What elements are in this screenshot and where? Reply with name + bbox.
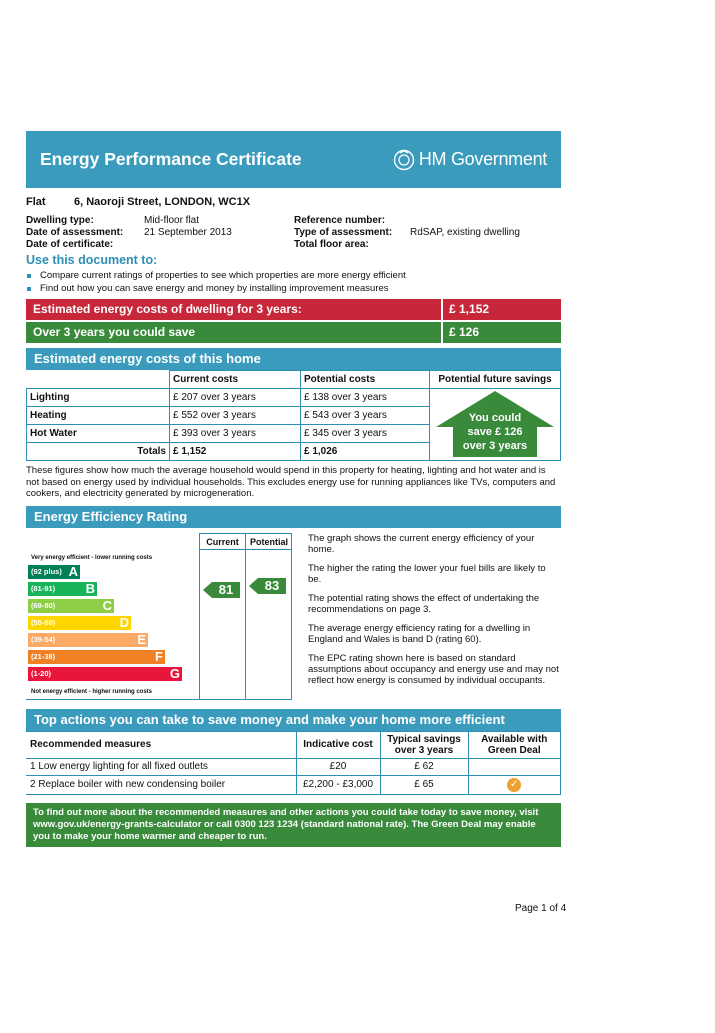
current-column-label: Current — [206, 536, 239, 547]
band-range: (1-20) — [31, 669, 52, 678]
top-actions-table — [26, 731, 561, 795]
assessment-type-value: RdSAP, existing dwelling — [410, 227, 520, 238]
band-letter: C — [102, 598, 112, 613]
potential-rating-arrow: 83 — [258, 578, 286, 594]
green-deal-check-icon: ✓ — [507, 778, 521, 792]
current-rating-arrow: 81 — [212, 582, 240, 598]
savings-arrow-text — [436, 411, 554, 453]
chart-border — [26, 699, 292, 700]
rating-band-b — [28, 582, 97, 596]
table-header-savings: Potential future savings — [430, 371, 561, 389]
table-row — [26, 758, 561, 775]
address-label: Flat — [26, 196, 46, 208]
rating-band-g — [28, 667, 182, 681]
estimated-costs-table — [26, 370, 561, 461]
rating-band-c — [28, 599, 114, 613]
row-name: Heating — [27, 407, 170, 425]
measure-cell: 2 Replace boiler with new condensing boiler — [26, 775, 296, 794]
table-header-row — [27, 371, 561, 389]
potential-column-label: Potential — [249, 536, 288, 547]
energy-rating-chart — [26, 533, 296, 699]
savings-line-2: save £ 126 — [467, 426, 523, 438]
header-cost: Indicative cost — [296, 731, 380, 758]
chart-border — [245, 533, 246, 699]
saving-cell: £ 65 — [380, 775, 468, 794]
use-document-list — [26, 270, 561, 295]
header-measures: Recommended measures — [26, 731, 296, 758]
assessment-date-label: Date of assessment: — [26, 227, 124, 238]
estimated-cost-value: £ 1,152 — [443, 299, 561, 320]
table-header-row — [26, 731, 561, 758]
savings-line-3: over 3 years — [462, 440, 528, 452]
certificate-meta — [26, 215, 561, 250]
cost-cell: £2,200 - £3,000 — [296, 775, 380, 794]
chart-border — [291, 533, 292, 699]
band-range: (81-91) — [31, 584, 56, 593]
certificate-date-value — [144, 239, 294, 250]
crest-icon — [393, 149, 415, 171]
savings-bar — [26, 322, 561, 343]
certificate-date-label: Date of certificate: — [26, 239, 114, 250]
row-current: £ 207 over 3 years — [170, 389, 301, 407]
table-header-potential: Potential costs — [301, 371, 430, 389]
certificate-page — [26, 131, 561, 847]
page-number: Page 1 of 4 — [515, 903, 567, 914]
band-letter: E — [137, 632, 146, 647]
header-savings: Typical savings over 3 years — [380, 731, 468, 758]
energy-rating-section — [26, 533, 561, 699]
row-potential: £ 138 over 3 years — [301, 389, 430, 407]
row-potential: £ 345 over 3 years — [301, 425, 430, 443]
rating-band-f — [28, 650, 165, 664]
cost-cell: £20 — [296, 758, 380, 775]
reference-value — [410, 215, 560, 226]
estimated-costs-heading: Estimated energy costs of this home — [26, 348, 561, 370]
address-value: 6, Naoroji Street, LONDON, WC1X — [74, 196, 251, 208]
dwelling-type-label: Dwelling type: — [26, 215, 94, 226]
band-letter: G — [169, 666, 180, 681]
green-deal-cell — [468, 758, 561, 775]
certificate-title: Energy Performance Certificate — [40, 149, 302, 169]
rating-text-paragraph: The average energy efficiency rating for a dwelling in England and Wales is band D (rating 60). — [308, 622, 531, 645]
estimated-cost-label: Estimated energy costs of dwelling for 3 years: — [26, 299, 441, 320]
hm-government-logo — [393, 149, 547, 171]
band-range: (39-54) — [31, 635, 56, 644]
rating-text-paragraph: The graph shows the current energy efficiency of your home. — [308, 532, 535, 555]
rating-text-paragraph: The EPC rating shown here is based on standard assumptions about occupancy and energy use and may not reflect how energy is consumed by individual occupants. — [308, 652, 559, 686]
floor-area-label: Total floor area: — [294, 239, 369, 250]
row-name: Hot Water — [27, 425, 170, 443]
top-note: Very energy efficient - lower running costs — [31, 554, 153, 561]
assessment-type-label: Type of assessment: — [294, 227, 393, 238]
savings-value: £ 126 — [443, 322, 561, 343]
estimated-costs-note: These figures show how much the average household would spend in this property for heating, lighting and hot water and is not based on energy used by individual households. This excludes energy use for running appliances like TVs, computers and cookers, and electricity generated by microgeneration. — [26, 465, 556, 499]
row-name: Lighting — [27, 389, 170, 407]
totals-label: Totals — [27, 443, 170, 461]
table-header-current: Current costs — [170, 371, 301, 389]
energy-rating-heading: Energy Efficiency Rating — [26, 506, 561, 528]
band-range: (92 plus) — [31, 567, 62, 576]
footer-note: To find out more about the recommended measures and other actions you could take today to save money, visit www.gov.uk/energy-grants-calculator or call 0300 123 1234 (standard national rate). The Green Deal may enable you to make your home warmer and cheaper to run. — [26, 803, 561, 847]
band-letter: B — [85, 581, 95, 596]
floor-area-value — [410, 239, 560, 250]
band-range: (69-80) — [31, 601, 56, 610]
estimated-cost-bar — [26, 299, 561, 320]
list-item: Compare current ratings of properties to see which properties are more energy efficient — [26, 270, 561, 283]
header-green-deal: Available with Green Deal — [468, 731, 561, 758]
reference-label: Reference number: — [294, 215, 386, 226]
row-current: £ 393 over 3 years — [170, 425, 301, 443]
rating-band-d — [28, 616, 131, 630]
hm-government-text: HM Government — [418, 149, 547, 169]
band-letter: D — [119, 615, 129, 630]
band-letter: F — [155, 649, 163, 664]
savings-arrow-cell — [430, 389, 561, 461]
rating-band-e — [28, 633, 148, 647]
assessment-date-value: 21 September 2013 — [144, 227, 232, 238]
use-document-title: Use this document to: — [26, 253, 158, 267]
bottom-note: Not energy efficient - higher running costs — [31, 688, 153, 695]
savings-line-1: You could — [468, 412, 522, 424]
table-row — [27, 389, 561, 407]
band-range: (21-38) — [31, 652, 56, 661]
rating-band-a — [28, 565, 80, 579]
top-actions-heading: Top actions you can take to save money and make your home more efficient — [26, 709, 561, 731]
list-item: Find out how you can save energy and money by installing improvement measures — [26, 283, 561, 296]
row-potential: £ 543 over 3 years — [301, 407, 430, 425]
energy-rating-text — [296, 533, 561, 699]
rating-text-paragraph: The potential rating shows the effect of undertaking the recommendations on page 3. — [308, 592, 540, 615]
totals-potential: £ 1,026 — [301, 443, 430, 461]
address-line — [26, 196, 561, 208]
band-range: (55-68) — [31, 618, 56, 627]
chart-border — [199, 533, 200, 699]
table-header-empty — [27, 371, 170, 389]
green-deal-cell — [468, 775, 561, 794]
measure-cell: 1 Low energy lighting for all fixed outlets — [26, 758, 296, 775]
row-current: £ 552 over 3 years — [170, 407, 301, 425]
saving-cell: £ 62 — [380, 758, 468, 775]
rating-text-paragraph: The higher the rating the lower your fuel bills are likely to be. — [308, 562, 546, 585]
band-letter: A — [68, 564, 78, 579]
totals-current: £ 1,152 — [170, 443, 301, 461]
table-row — [26, 775, 561, 794]
savings-label: Over 3 years you could save — [26, 322, 441, 343]
certificate-header — [26, 131, 561, 188]
dwelling-type-value: Mid-floor flat — [144, 215, 200, 226]
